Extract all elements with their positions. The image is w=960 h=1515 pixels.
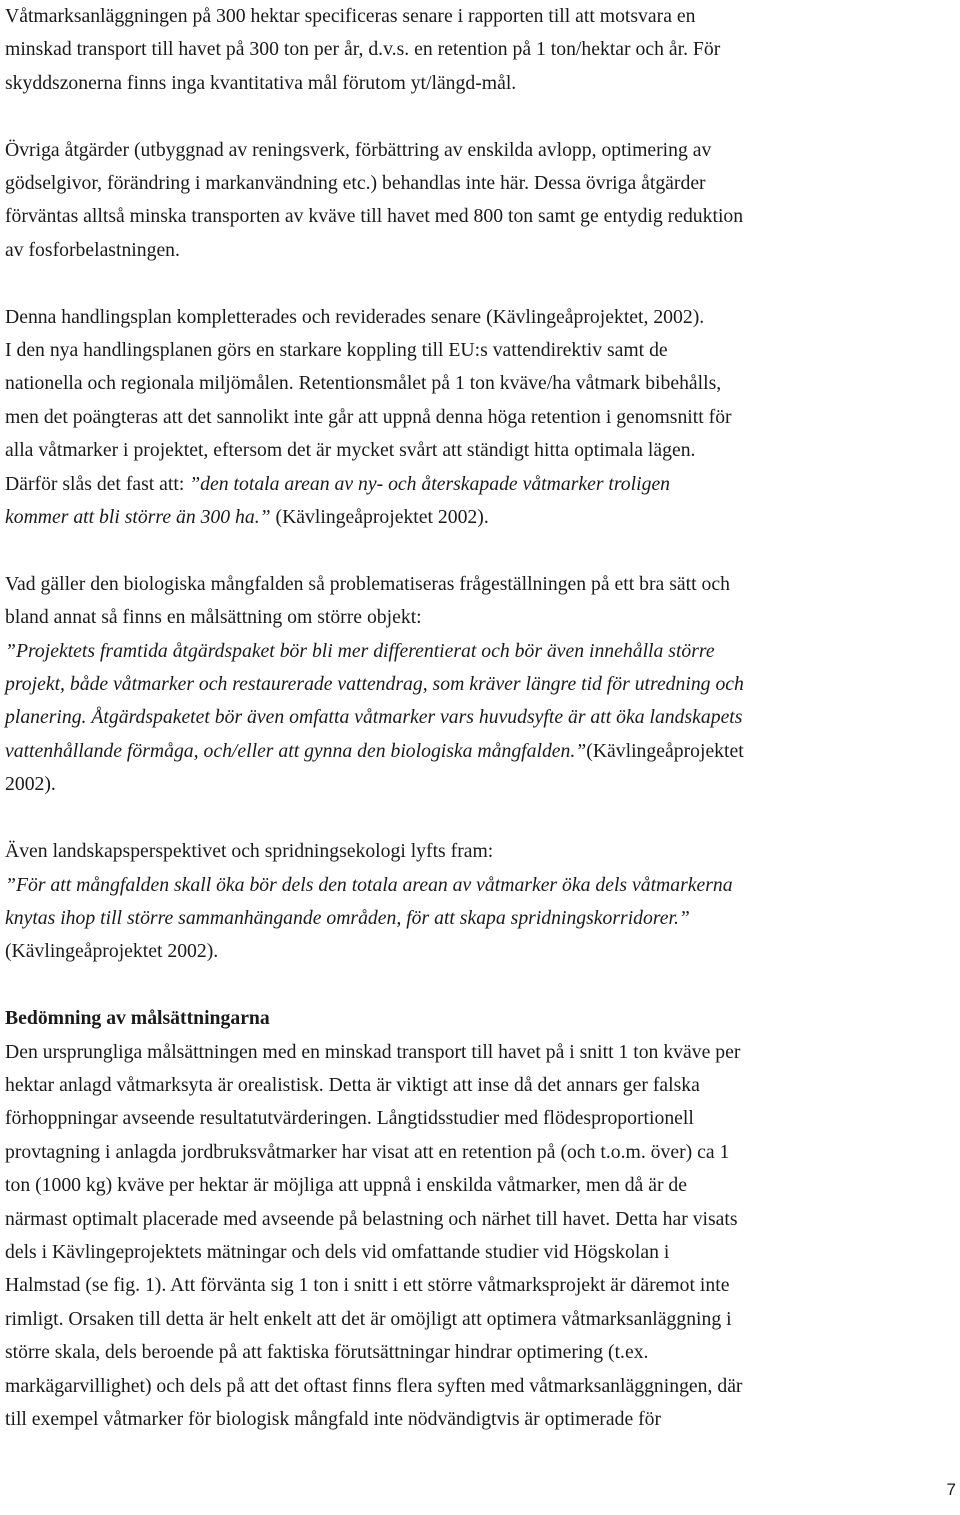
- text-line: förväntas alltså minska transporten av kväve till havet med 800 ton samt ge entydig reduktion: [5, 205, 744, 228]
- section-heading: Bedömning av målsättningarna: [5, 1007, 270, 1030]
- paragraph-gap: [5, 100, 960, 133]
- citation: (Kävlingeåprojektet 2002).: [270, 506, 489, 529]
- text-line: [5, 501, 960, 534]
- text-line: provtagning i anlagda jordbruksvåtmarker har visat att en retention på (och t.o.m. över) ca 1: [5, 1140, 730, 1163]
- text-line: [5, 468, 960, 501]
- paragraph-gap: [5, 802, 960, 835]
- text-line: markägarvillighet) och dels på att det oftast finns flera syften med våtmarksanläggningen, där: [5, 1374, 743, 1397]
- paragraph-gap: [5, 267, 960, 300]
- text-line: 2002).: [5, 773, 56, 796]
- text-segment: Därför slås det fast att:: [5, 472, 190, 495]
- paragraph-landscape: [5, 835, 960, 969]
- text-line: av fosforbelastningen.: [5, 238, 180, 261]
- page-number: 7: [946, 1480, 956, 1499]
- text-line: gödselgivor, förändring i markanvändning etc.) behandlas inte här. Dessa övriga åtgärder: [5, 172, 706, 195]
- text-line: [5, 735, 960, 768]
- body-text: [5, 0, 960, 1436]
- text-line: nationella och regionala miljömålen. Retentionsmålet på 1 ton kväve/ha våtmark bibehålls,: [5, 372, 722, 395]
- text-line: men det poängteras att det sannolikt inte går att uppnå denna höga retention i genomsnitt för: [5, 405, 732, 428]
- quote-line: planering. Åtgärdspaketet bör även omfatta våtmarker vars huvudsyfte är att öka landskapets: [5, 706, 743, 729]
- text-line: ton (1000 kg) kväve per hektar är möjliga att uppnå i enskilda våtmarker, men då är de: [5, 1174, 688, 1197]
- quote-line: projekt, både våtmarker och restaurerade vattendrag, som kräver längre tid för utredning och: [5, 673, 744, 696]
- text-line: Halmstad (se fig. 1). Att förvänta sig 1 ton i snitt i ett större våtmarksprojekt är däremot inte: [5, 1274, 730, 1297]
- paragraph-other-measures: [5, 134, 960, 268]
- paragraph-wetland-target: [5, 0, 960, 100]
- section-assessment: [5, 1002, 960, 1436]
- text-line: större skala, dels beroende på att faktiska förutsättningar hindrar optimering (t.ex.: [5, 1341, 649, 1364]
- text-line: Även landskapsperspektivet och spridningsekologi lyfts fram:: [5, 840, 494, 863]
- text-line: bland annat så finns en målsättning om större objekt:: [5, 606, 422, 629]
- text-line: I den nya handlingsplanen görs en starkare koppling till EU:s vattendirektiv samt de: [5, 339, 668, 362]
- text-line: förhoppningar avseende resultatutvärderingen. Långtidsstudier med flödesproportionell: [5, 1107, 694, 1130]
- citation: (Kävlingeåprojektet: [586, 739, 744, 762]
- quote-segment: kommer att bli större än 300 ha.”: [5, 506, 271, 529]
- quote-line: ”För att mångfalden skall öka bör dels den totala arean av våtmarker öka dels våtmarkerna: [5, 873, 733, 896]
- text-line: Vad gäller den biologiska mångfalden så problematiseras frågeställningen på ett bra sätt och: [5, 572, 730, 595]
- quote-line: knytas ihop till större sammanhängande områden, för att skapa spridningskorridorer.”: [5, 906, 690, 929]
- text-line: Våtmarksanläggningen på 300 hektar specificeras senare i rapporten till att motsvara en: [5, 5, 696, 27]
- text-line: Denna handlingsplan kompletterades och reviderades senare (Kävlingeåprojektet, 2002).: [5, 305, 705, 328]
- text-line: hektar anlagd våtmarksyta är orealistisk. Detta är viktigt att inse då det annars ger falska: [5, 1073, 700, 1096]
- text-line: närmast optimalt placerade med avseende på belastning och närhet till havet. Detta har visats: [5, 1207, 738, 1230]
- text-line: minskad transport till havet på 300 ton per år, d.v.s. en retention på 1 ton/hektar och år. För: [5, 38, 721, 61]
- text-line: dels i Kävlingeprojektets mätningar och dels vid omfattande studier vid Högskolan i: [5, 1240, 670, 1263]
- text-line: skyddszonerna finns inga kvantitativa mål förutom yt/längd-mål.: [5, 71, 517, 94]
- citation: (Kävlingeåprojektet 2002).: [5, 940, 219, 963]
- paragraph-gap: [5, 969, 960, 1002]
- text-line: till exempel våtmarker för biologisk mångfald inte nödvändigtvis är optimerade för: [5, 1407, 662, 1430]
- text-line: Övriga åtgärder (utbyggnad av reningsverk, förbättring av enskilda avlopp, optimering av: [5, 138, 712, 161]
- quote-segment: ”den totala arean av ny- och återskapade våtmarker troligen: [189, 472, 671, 495]
- paragraph-action-plan: [5, 301, 960, 535]
- text-line: alla våtmarker i projektet, eftersom det är mycket svårt att ständigt hitta optimala lägen.: [5, 439, 696, 462]
- quote-segment: vattenhållande förmåga, och/eller att gynna den biologiska mångfalden.”: [5, 739, 587, 762]
- quote-line: ”Projektets framtida åtgärdspaket bör bli mer differentierat och bör även innehålla större: [5, 639, 715, 662]
- text-line: rimligt. Orsaken till detta är helt enkelt att det är omöjligt att optimera våtmarksanläggning i: [5, 1307, 732, 1330]
- text-line: Den ursprungliga målsättningen med en minskad transport till havet på i snitt 1 ton kväve per: [5, 1040, 741, 1063]
- paragraph-biodiversity: [5, 568, 960, 802]
- paragraph-gap: [5, 534, 960, 567]
